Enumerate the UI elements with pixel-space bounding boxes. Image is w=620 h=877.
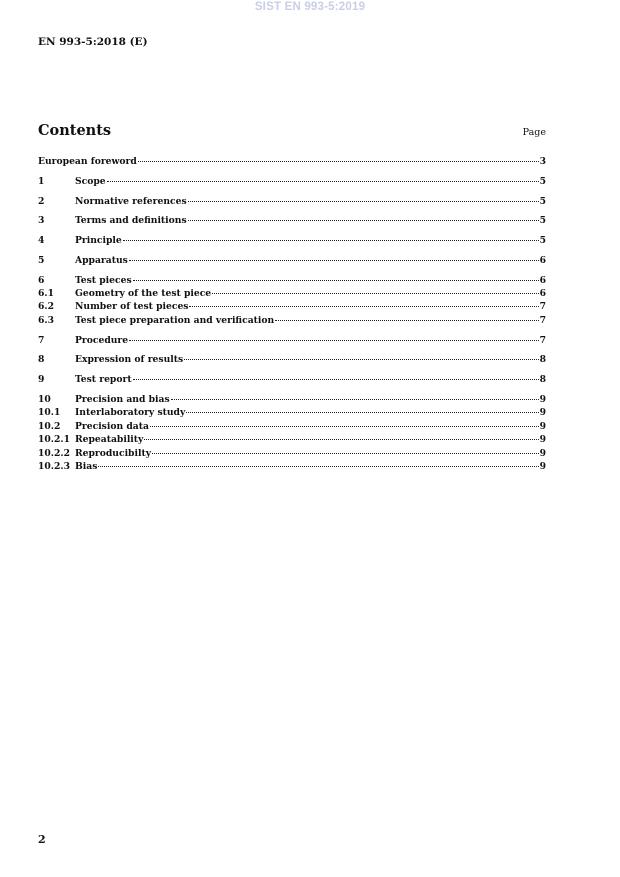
toc-entry[interactable]	[38, 314, 546, 327]
toc-entry-number: 6.3	[38, 314, 54, 326]
toc-entry-number: 6.1	[38, 288, 54, 300]
toc-entry-number: 4	[38, 235, 45, 247]
toc-entry[interactable]	[38, 155, 546, 168]
toc-entry-title: Procedure	[75, 334, 129, 346]
toc-entry-number: 7	[38, 334, 45, 346]
dot-leader	[150, 426, 539, 427]
toc-entry-title: Bias	[75, 460, 98, 472]
toc-entry[interactable]	[38, 214, 546, 227]
toc-entry[interactable]	[38, 373, 546, 386]
dot-leader	[133, 379, 539, 380]
contents-title: Contents	[38, 122, 112, 139]
dot-leader	[184, 359, 538, 360]
toc-entry-page: 9	[539, 434, 546, 446]
dot-leader	[212, 293, 538, 294]
toc-entry-title: European foreword	[38, 156, 137, 167]
dot-leader	[138, 161, 539, 162]
toc-entry-page: 7	[539, 314, 546, 326]
toc-entry-number: 5	[38, 254, 45, 266]
toc-entry[interactable]	[38, 334, 546, 347]
toc-entry[interactable]	[38, 406, 546, 419]
toc-entry-number: 10.2.1	[38, 434, 70, 446]
toc-entry-title: Apparatus	[75, 254, 128, 266]
page-number: 2	[38, 833, 46, 846]
toc-entry-number: 8	[38, 354, 45, 366]
toc-entry-page: 7	[539, 334, 546, 346]
toc-entry-page: 6	[539, 274, 546, 286]
toc-entry-number: 10.2	[38, 420, 61, 432]
toc-entry[interactable]	[38, 254, 546, 267]
watermark: SIST EN 993-5:2019	[254, 1, 366, 13]
dot-leader	[275, 320, 538, 321]
toc-entry[interactable]	[38, 175, 546, 188]
dot-leader	[107, 181, 539, 182]
toc-entry-number: 10.1	[38, 407, 61, 419]
page-column-label: Page	[522, 127, 546, 138]
toc-entry-page: 9	[539, 420, 546, 432]
toc-entry[interactable]	[38, 460, 546, 473]
toc-entry-title: Terms and definitions	[75, 215, 187, 227]
document-id: EN 993-5:2018 (E)	[38, 36, 148, 48]
dot-leader	[189, 306, 538, 307]
toc-entry-title: Reproducibilty	[75, 447, 152, 459]
toc-entry-page: 5	[539, 195, 546, 207]
toc-entry[interactable]	[38, 420, 546, 433]
toc-entry-title: Test pieces	[75, 274, 132, 286]
toc-entry-title: Interlaboratory study	[75, 407, 186, 419]
toc-entry[interactable]	[38, 447, 546, 460]
toc-entry-page: 3	[539, 156, 546, 167]
toc-entry-page: 9	[539, 393, 546, 405]
dot-leader	[144, 439, 538, 440]
toc-entry-page: 7	[539, 301, 546, 313]
toc-entry-title: Expression of results	[75, 354, 184, 366]
toc-entry-number: 9	[38, 374, 45, 386]
toc-entry[interactable]	[38, 300, 546, 313]
toc-entry-number: 3	[38, 215, 45, 227]
toc-entry[interactable]	[38, 195, 546, 208]
toc-entry-number: 10	[38, 393, 51, 405]
toc-entry-number: 1	[38, 175, 45, 187]
dot-leader	[152, 453, 539, 454]
toc-entry-title: Test piece preparation and verification	[75, 314, 275, 326]
toc-entry-title: Number of test pieces	[75, 301, 189, 313]
toc-entry[interactable]	[38, 433, 546, 446]
toc-entry-page: 5	[539, 215, 546, 227]
toc-entry-title: Precision and bias	[75, 393, 170, 405]
dot-leader	[171, 399, 539, 400]
dot-leader	[188, 220, 539, 221]
toc-entry-page: 8	[539, 374, 546, 386]
toc-entry-title: Principle	[75, 235, 122, 247]
dot-leader	[129, 260, 539, 261]
toc-entry-title: Geometry of the test piece	[75, 288, 212, 300]
toc-entry-page: 9	[539, 447, 546, 459]
dot-leader	[186, 412, 538, 413]
toc-entry-title: Test report	[75, 374, 132, 386]
dot-leader	[123, 240, 539, 241]
toc-entry[interactable]	[38, 393, 546, 406]
dot-leader	[133, 280, 539, 281]
toc-entry-page: 5	[539, 175, 546, 187]
toc-entry-number: 6.2	[38, 301, 54, 313]
toc-entry-page: 5	[539, 235, 546, 247]
toc-entry[interactable]	[38, 353, 546, 366]
toc-entry[interactable]	[38, 287, 546, 300]
toc-entry-number: 6	[38, 274, 45, 286]
toc-entry-title: Scope	[75, 175, 106, 187]
toc-entry[interactable]	[38, 274, 546, 287]
toc-entry[interactable]	[38, 234, 546, 247]
toc-entry-title: Repeatability	[75, 434, 144, 446]
toc-entry-page: 9	[539, 407, 546, 419]
toc-entry-title: Precision data	[75, 420, 149, 432]
toc-entry-page: 6	[539, 288, 546, 300]
toc-entry-page: 9	[539, 460, 546, 472]
toc-entry-number: 10.2.2	[38, 447, 70, 459]
toc-entry-page: 6	[539, 254, 546, 266]
toc-entry-title: Normative references	[75, 195, 187, 207]
dot-leader	[188, 201, 539, 202]
dot-leader	[98, 466, 538, 467]
table-of-contents	[38, 155, 546, 473]
dot-leader	[129, 340, 538, 341]
toc-entry-number: 2	[38, 195, 45, 207]
toc-entry-number: 10.2.3	[38, 460, 70, 472]
toc-entry-page: 8	[539, 354, 546, 366]
